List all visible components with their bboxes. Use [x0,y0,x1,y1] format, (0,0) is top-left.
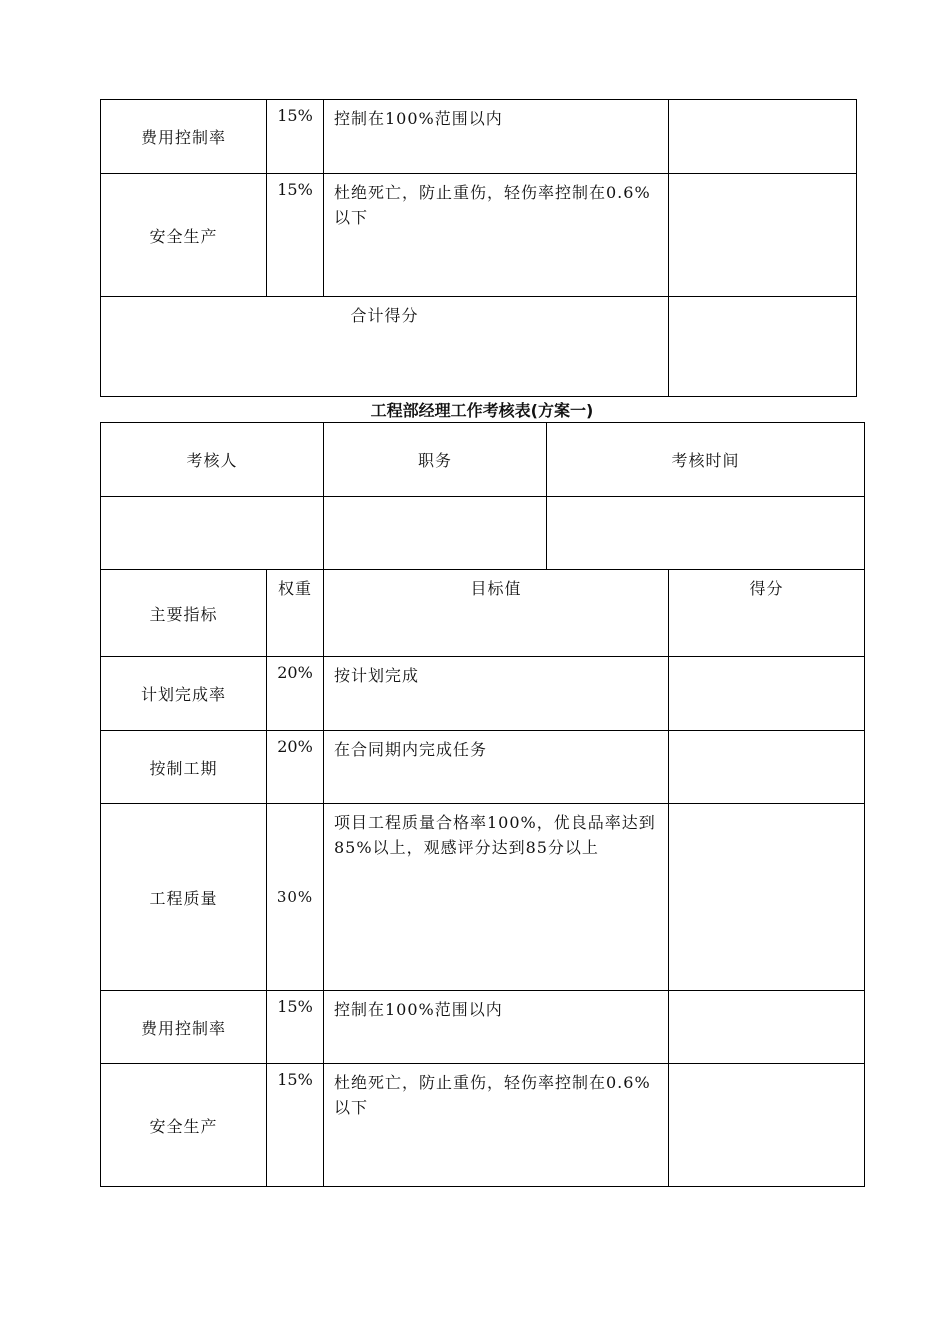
weight-cell: 15% [267,100,324,174]
top-table [100,99,857,397]
score-cell[interactable] [669,1064,865,1187]
indicator-cell: 安全生产 [101,1064,267,1187]
score-cell[interactable] [669,991,865,1064]
total-row [101,297,857,397]
table-row [101,991,865,1064]
indicator-cell: 工程质量 [101,804,267,991]
table-row [101,731,865,804]
header-row [101,570,865,657]
info-table [100,422,865,570]
indicator-cell: 费用控制率 [101,100,267,174]
assessor-label: 考核人 [101,423,324,497]
info-value-row [101,497,865,570]
weight-cell: 20% [267,657,324,731]
target-cell: 杜绝死亡，防止重伤，轻伤率控制在0.6%以下 [324,174,669,297]
total-score-cell[interactable] [669,297,857,397]
table-row [101,100,857,174]
indicator-header: 主要指标 [101,570,267,657]
indicator-cell: 按制工期 [101,731,267,804]
target-cell: 项目工程质量合格率100%，优良品率达到85%以上，观感评分达到85分以上 [324,804,669,991]
score-cell[interactable] [669,174,857,297]
weight-header: 权重 [267,570,324,657]
target-cell: 在合同期内完成任务 [324,731,669,804]
time-field[interactable] [547,497,865,570]
indicator-cell: 安全生产 [101,174,267,297]
weight-cell: 30% [267,804,324,991]
total-label: 合计得分 [101,297,669,397]
weight-cell: 15% [267,1064,324,1187]
table-row [101,657,865,731]
main-table [100,569,865,1187]
target-cell: 杜绝死亡，防止重伤，轻伤率控制在0.6%以下 [324,1064,669,1187]
info-header-row [101,423,865,497]
assessor-field[interactable] [101,497,324,570]
target-cell: 控制在100%范围以内 [324,100,669,174]
target-cell: 按计划完成 [324,657,669,731]
table-row [101,1064,865,1187]
table-row [101,804,865,991]
score-cell[interactable] [669,100,857,174]
target-header: 目标值 [324,570,669,657]
weight-cell: 20% [267,731,324,804]
table-row [101,174,857,297]
position-label: 职务 [324,423,547,497]
indicator-cell: 计划完成率 [101,657,267,731]
position-field[interactable] [324,497,547,570]
score-cell[interactable] [669,804,865,991]
score-cell[interactable] [669,657,865,731]
indicator-cell: 费用控制率 [101,991,267,1064]
score-cell[interactable] [669,731,865,804]
page-title: 工程部经理工作考核表(方案一) [370,401,594,420]
weight-cell: 15% [267,991,324,1064]
target-cell: 控制在100%范围以内 [324,991,669,1064]
weight-cell: 15% [267,174,324,297]
time-label: 考核时间 [547,423,865,497]
score-header: 得分 [669,570,865,657]
